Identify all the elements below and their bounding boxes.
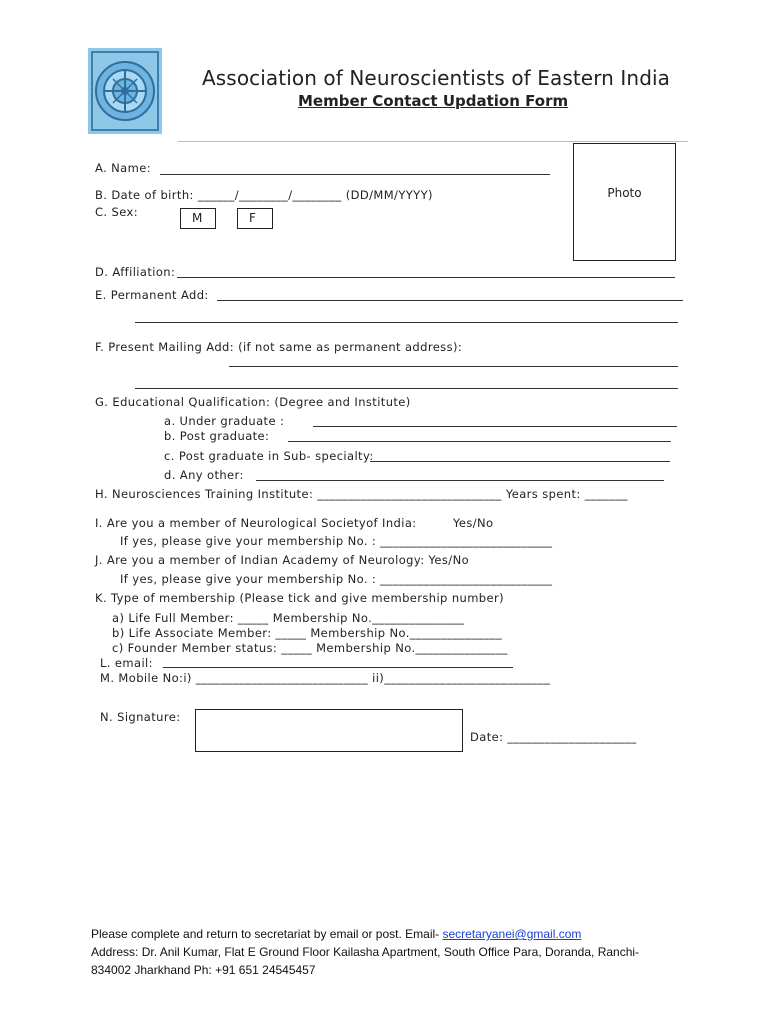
subspecialty-label: c. Post graduate in Sub- specialty:	[164, 449, 374, 463]
sex-option-male-label: M	[192, 211, 203, 225]
footer-instructions	[91, 927, 581, 941]
ian-membership-number-field[interactable]: If yes, please give your membership No. : ____________________________	[120, 572, 553, 586]
life-associate-member-option[interactable]: b) Life Associate Member: _____ Membership No._______________	[112, 626, 503, 640]
undergraduate-field[interactable]	[313, 426, 677, 427]
postgraduate-field[interactable]	[288, 441, 671, 442]
sex-option-female[interactable]	[237, 208, 273, 229]
present-address-field-2[interactable]	[135, 388, 678, 389]
footer-address-line-1: Address: Dr. Anil Kumar, Flat E Ground Floor Kailasha Apartment, South Office Para, Doranda, Ranchi-	[91, 945, 640, 959]
name-label: A. Name:	[95, 161, 151, 175]
nsi-membership-number-field[interactable]: If yes, please give your membership No. : ____________________________	[120, 534, 553, 548]
founder-member-option[interactable]: c) Founder Member status: _____ Membership No._______________	[112, 641, 508, 655]
affiliation-field[interactable]	[177, 277, 675, 278]
life-full-member-option[interactable]: a) Life Full Member: _____ Membership No._______________	[112, 611, 465, 625]
signature-label: N. Signature:	[100, 710, 181, 724]
signature-box[interactable]	[195, 709, 463, 752]
date-field[interactable]: Date: _____________________	[470, 730, 637, 744]
association-emblem-icon	[88, 48, 162, 134]
nsi-yes-no[interactable]: Yes/No	[453, 516, 494, 530]
present-address-label: F. Present Mailing Add: (if not same as permanent address):	[95, 340, 463, 354]
training-institute-field[interactable]: H. Neurosciences Training Institute: ______________________________ Years spent: _______	[95, 487, 628, 501]
footer-instructions-text: Please complete and return to secretariat by email or post. Email-	[91, 927, 443, 941]
header-divider	[178, 141, 688, 142]
secretary-email-link[interactable]: secretaryanei@gmail.com	[442, 927, 582, 941]
email-field[interactable]	[163, 667, 513, 668]
present-address-field-1[interactable]	[229, 366, 678, 367]
email-label: L. email:	[100, 656, 153, 670]
association-logo	[88, 48, 162, 134]
other-qualification-field[interactable]	[256, 480, 664, 481]
photo-label: Photo	[607, 186, 642, 200]
footer-address-line-2: 834002 Jharkhand Ph: +91 651 24545457	[91, 963, 316, 977]
permanent-address-field-1[interactable]	[217, 300, 683, 301]
permanent-address-field-2[interactable]	[135, 322, 678, 323]
photo-box[interactable]	[573, 143, 676, 261]
sex-option-female-label: F	[249, 211, 256, 225]
subspecialty-field[interactable]	[370, 461, 670, 462]
name-field[interactable]	[160, 174, 550, 175]
education-label: G. Educational Qualification: (Degree and Institute)	[95, 395, 411, 409]
form-subtitle: Member Contact Updation Form	[298, 92, 569, 110]
mobile-field[interactable]: M. Mobile No:i) ____________________________ ii)___________________________	[100, 671, 551, 685]
other-qualification-label: d. Any other:	[164, 468, 244, 482]
dob-field[interactable]: B. Date of birth: ______/________/________ (DD/MM/YYYY)	[95, 188, 433, 202]
sex-label: C. Sex:	[95, 205, 138, 219]
membership-type-label: K. Type of membership (Please tick and give membership number)	[95, 591, 504, 605]
page-title: Association of Neuroscientists of Eastern India	[202, 66, 671, 90]
sex-option-male[interactable]	[180, 208, 216, 229]
affiliation-label: D. Affiliation:	[95, 265, 176, 279]
ian-membership-field[interactable]: J. Are you a member of Indian Academy of Neurology: Yes/No	[95, 553, 470, 567]
permanent-address-label: E. Permanent Add:	[95, 288, 209, 302]
postgraduate-label: b. Post graduate:	[164, 429, 270, 443]
undergraduate-label: a. Under graduate :	[164, 414, 285, 428]
nsi-membership-label: I. Are you a member of Neurological Societyof India:	[95, 516, 417, 530]
